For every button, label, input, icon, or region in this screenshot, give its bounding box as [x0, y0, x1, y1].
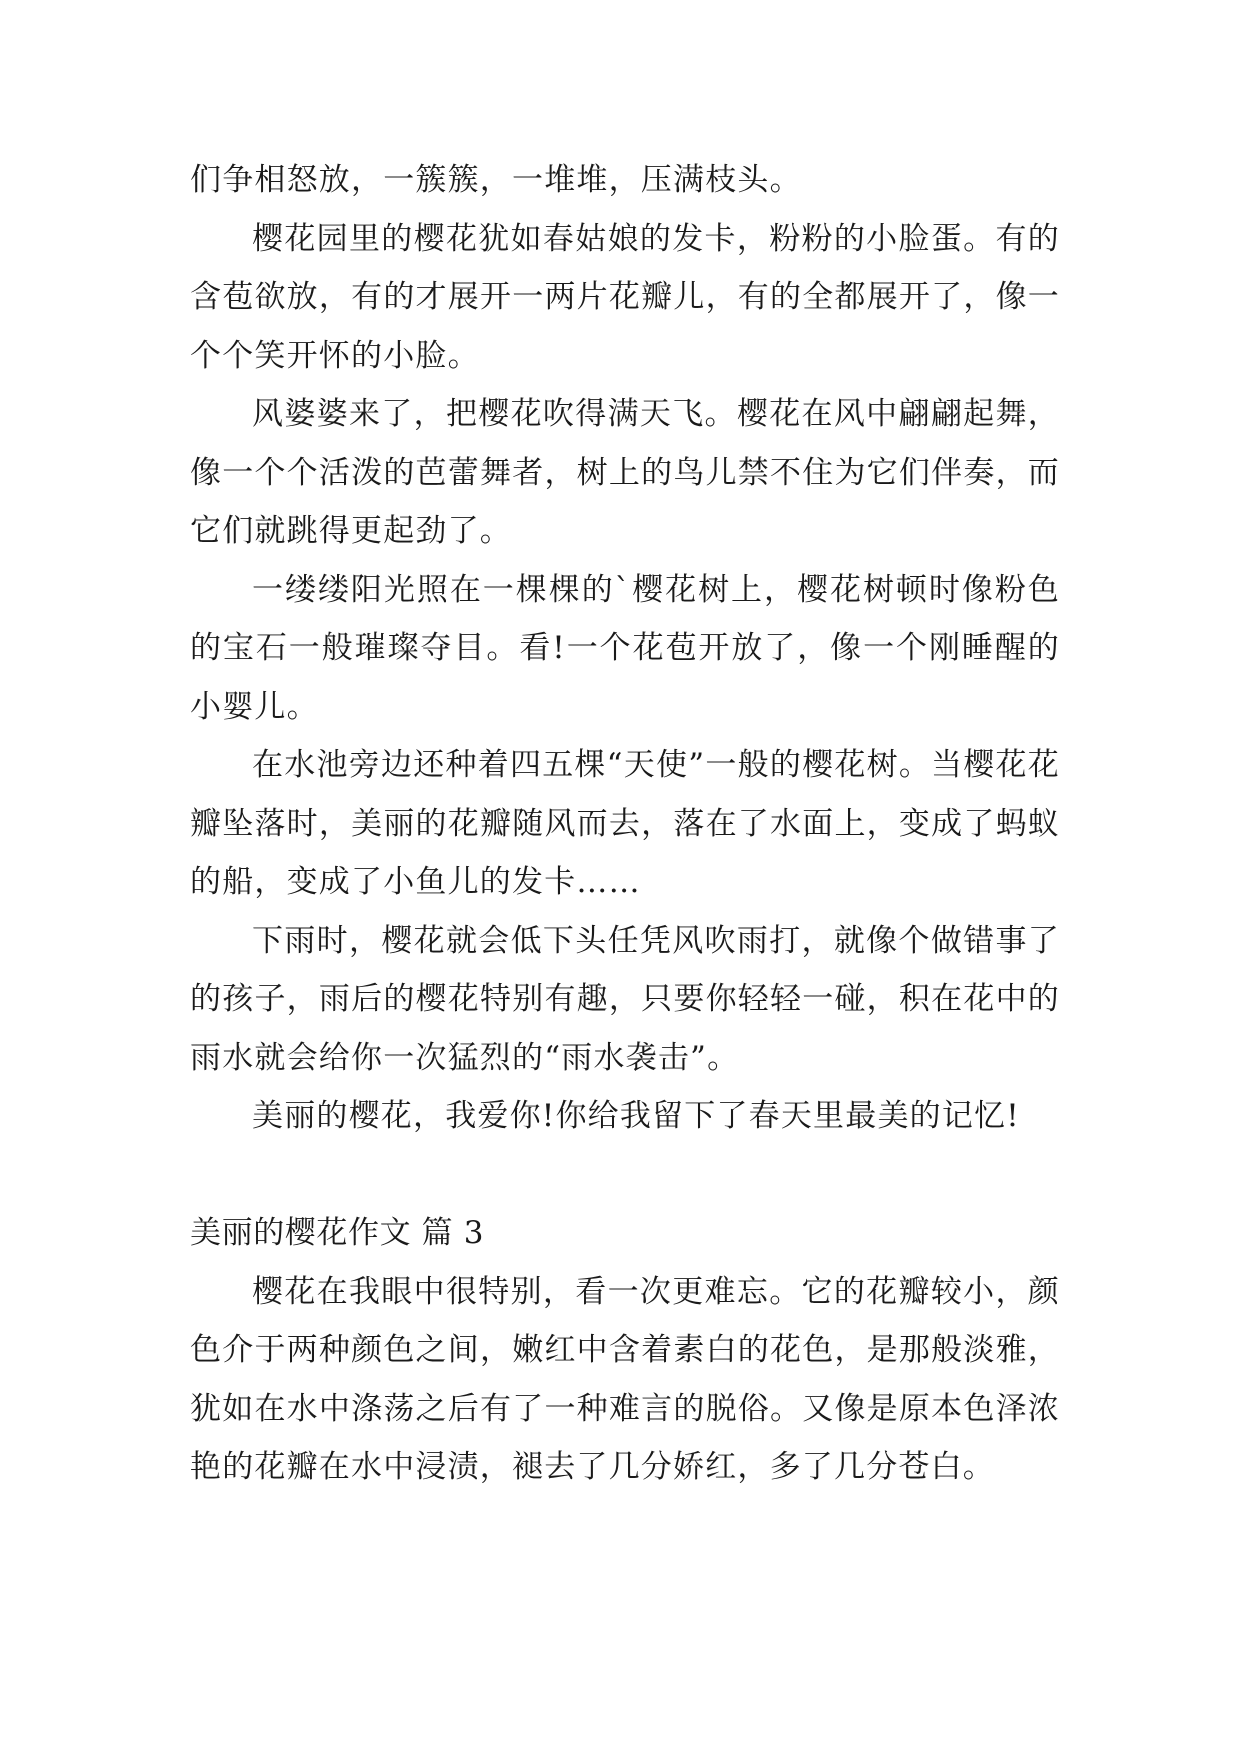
paragraph-closing: 美丽的樱花，我爱你!你给我留下了春天里最美的记忆! — [252, 1098, 1020, 1134]
paragraph-section3-intro: 樱花在我眼中很特别，看一次更难忘。它的花瓣较小，颜色介于两种颜色之间，嫩红中含着素白的花色，是那般淡雅，犹如在水中涤荡之后有了一种难言的脱俗。又像是原本色泽浓艳的花瓣在水中浸渍，褪去了几分娇红，多了几分苍白。 — [190, 1273, 1060, 1485]
paragraph-continuation: 们争相怒放，一簇簇，一堆堆，压满枝头。 — [190, 162, 802, 198]
paragraph-rain: 下雨时，樱花就会低下头任凭风吹雨打，就像个做错事了的孩子，雨后的樱花特别有趣，只要你轻轻一碰，积在花中的雨水就会给你一次猛烈的“雨水袭击”。 — [190, 922, 1060, 1076]
paragraph-garden: 樱花园里的樱花犹如春姑娘的发卡，粉粉的小脸蛋。有的含苞欲放，有的才展开一两片花瓣儿，有的全都展开了，像一个个笑开怀的小脸。 — [190, 220, 1060, 374]
section-title: 美丽的樱花作文 篇 3 — [190, 1215, 485, 1251]
paragraph-sunlight: 一缕缕阳光照在一棵棵的`樱花树上，樱花树顿时像粉色的宝石一般璀璨夺目。看!一个花苞开放了，像一个刚睡醒的小婴儿。 — [190, 571, 1060, 725]
paragraph-wind: 风婆婆来了，把樱花吹得满天飞。樱花在风中翩翩起舞，像一个个活泼的芭蕾舞者，树上的鸟儿禁不住为它们伴奏，而它们就跳得更起劲了。 — [190, 396, 1060, 549]
document-body — [190, 151, 1060, 1497]
paragraph-pond: 在水池旁边还种着四五棵“天使”一般的樱花树。当樱花花瓣坠落时，美丽的花瓣随风而去，落在了水面上，变成了蚂蚁的船，变成了小鱼儿的发卡…… — [190, 747, 1060, 900]
